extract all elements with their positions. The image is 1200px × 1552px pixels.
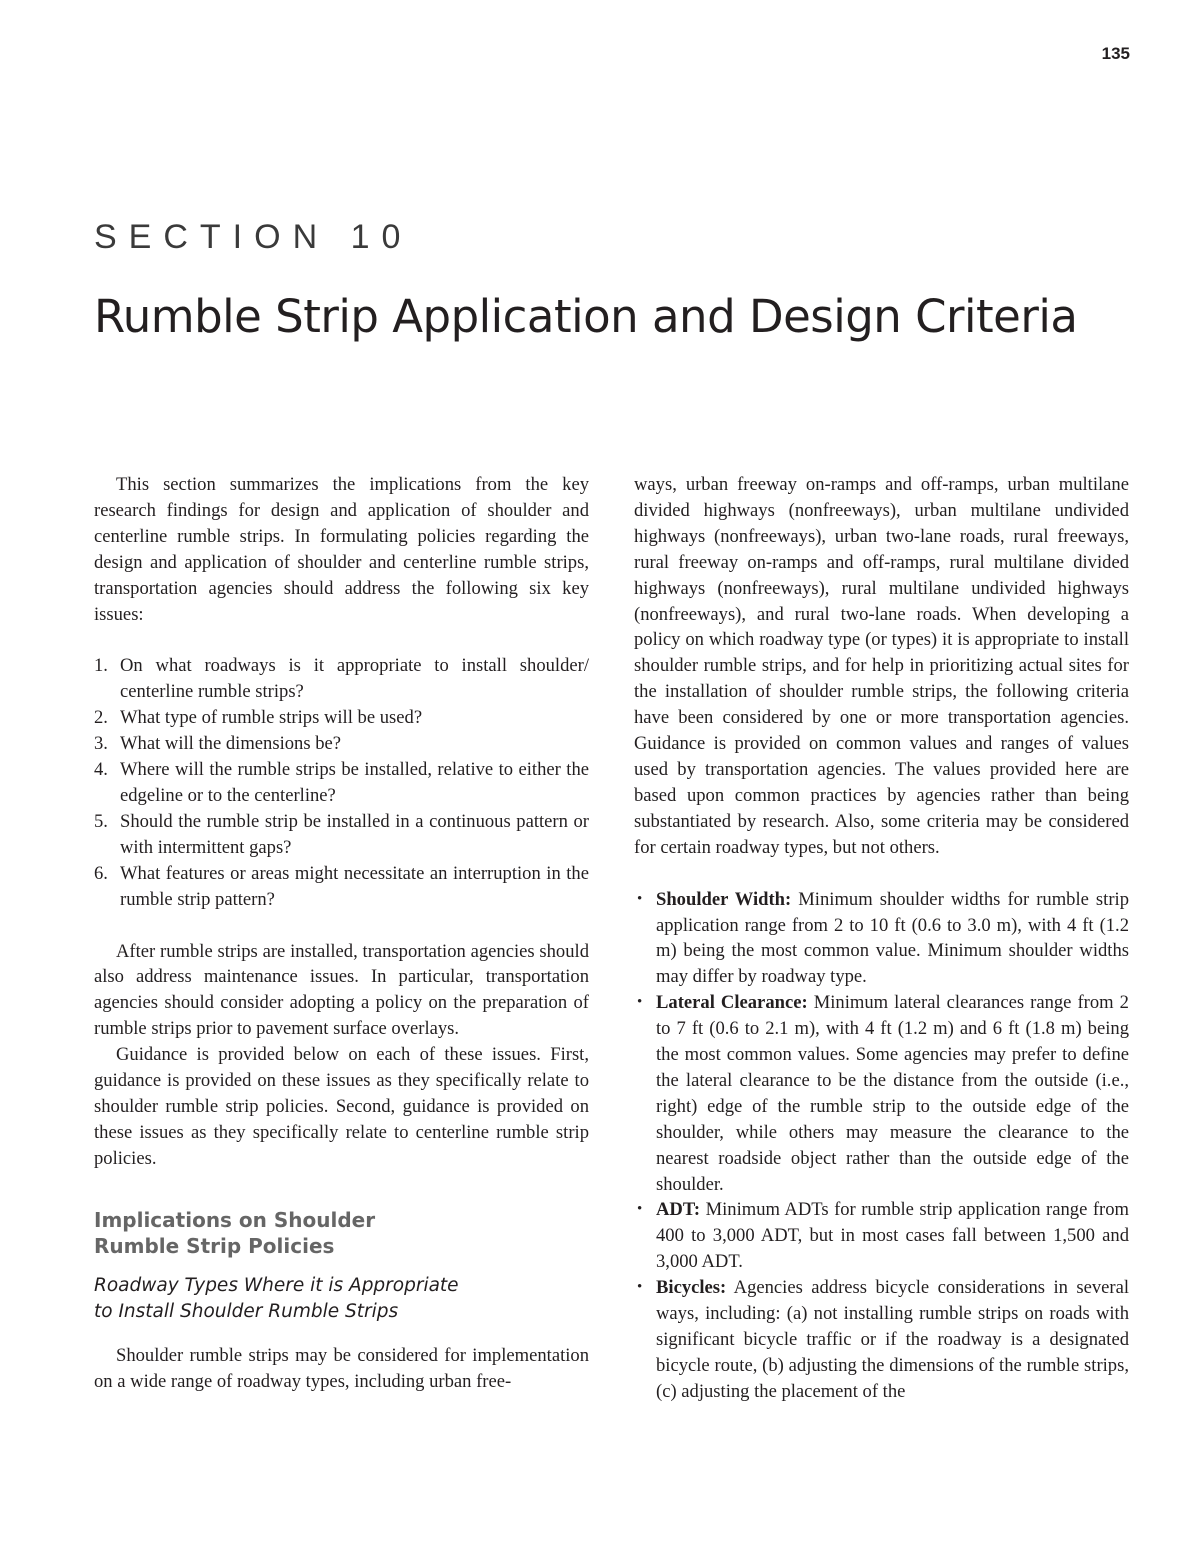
roadway-types-paragraph: Shoulder rumble strips may be considered for implementation on a wide range of roadway types, including urban free- bbox=[94, 1344, 589, 1392]
list-item bbox=[634, 1197, 1129, 1275]
list-item bbox=[94, 653, 589, 705]
list-item bbox=[634, 990, 1129, 1197]
right-column bbox=[634, 472, 1129, 1405]
criteria-text: Minimum shoulder widths for rumble strip application range from 2 to 10 ft (0.6 to 3.0 m), with 4 ft (1.2 m) being the most common value. Minimum shoulder widths may differ by roadway type. bbox=[656, 888, 1129, 988]
subsection-heading-line1: Implications on Shoulder bbox=[94, 1207, 376, 1232]
criteria-text: Minimum lateral clearances range from 2 to 7 ft (0.6 to 2.1 m), with 4 ft (1.2 m) and 6 ft (1.8 m) being the most common values. Some agencies may prefer to define the lateral clearance to be the distance from the outside (i.e., right) edge of the rumble strip to the outside edge of the shoulder, while others may measure the clearance to the nearest roadside object rather than the outside edge of the shoulder. bbox=[656, 992, 1129, 1195]
subsection-heading-line2: Rumble Strip Policies bbox=[94, 1233, 335, 1258]
list-item bbox=[634, 1275, 1129, 1405]
list-number: 1. bbox=[94, 655, 108, 677]
subsection-heading bbox=[94, 1207, 589, 1259]
list-item bbox=[94, 861, 589, 913]
list-number: 3. bbox=[94, 733, 108, 755]
guidance-paragraph: Guidance is provided below on each of these issues. First, guidance is provided on these issues as they specifically relate to shoulder rumble strip policies. Second, guidance is provided on these issues as they specifically relate to centerline rumble strip policies. bbox=[94, 1044, 589, 1169]
list-item bbox=[94, 705, 589, 731]
bullet-icon: • bbox=[637, 1279, 643, 1296]
intro-paragraph: This section summarizes the implications from the key research findings for design and application of shoulder and centerline rumble strips. In formulating policies regarding the design and application of shoulder and centerline rumble strips, transportation agencies should address the following six key issues: bbox=[94, 474, 589, 625]
list-text: Where will the rumble strips be installed, relative to either the edgeline or to the centerline? bbox=[120, 759, 589, 806]
list-item bbox=[94, 757, 589, 809]
maintenance-paragraph: After rumble strips are installed, transportation agencies should also address maintenance issues. In particular, transportation agencies should consider adopting a policy on the preparation of rumble strips prior to pavement surface overlays. bbox=[94, 940, 589, 1040]
sub-subsection-heading-line2: to Install Shoulder Rumble Strips bbox=[94, 1300, 399, 1322]
section-title: Rumble Strip Application and Design Criteria bbox=[94, 290, 1078, 343]
page-number: 135 bbox=[1101, 44, 1130, 63]
criteria-term: Lateral Clearance: bbox=[656, 992, 808, 1014]
criteria-text: Minimum ADTs for rumble strip application range from 400 to 3,000 ADT, but in most cases fall between 1,500 and 3,000 ADT. bbox=[656, 1199, 1129, 1273]
list-item bbox=[634, 887, 1129, 991]
left-column bbox=[94, 472, 589, 1394]
list-text: Should the rumble strip be installed in a continuous pattern or with intermittent gaps? bbox=[120, 810, 589, 858]
bullet-icon: • bbox=[637, 890, 643, 907]
list-item bbox=[94, 731, 589, 757]
continued-paragraph: ways, urban freeway on-ramps and off-ramps, urban multilane divided highways (nonfreeways), urban multilane undivided highways (nonfreeways), urban two-lane roads, rural freeways, rural freeway on-ramps and off-ramps, rural multilane divided highways (nonfreeways), rural multilane undivided highways (nonfreeways), and rural two-lane roads. When developing a policy on which roadway type (or types) it is appropriate to install shoulder rumble strips, and for help in prioritizing actual sites for the installation of shoulder rumble strips, the following criteria have been considered by one or more transportation agencies. Guidance is provided on common values and ranges of values used by transportation agencies. The values provided here are based upon common practices by agencies rather than being substantiated by research. Also, some criteria may be considered for certain roadway types, but not others. bbox=[634, 474, 1129, 858]
criteria-term: ADT: bbox=[656, 1199, 701, 1221]
section-label: SECTION 10 bbox=[94, 218, 413, 256]
list-text: What features or areas might necessitate an interruption in the rumble strip pattern? bbox=[120, 862, 589, 910]
list-number: 2. bbox=[94, 707, 108, 729]
criteria-list bbox=[634, 887, 1129, 1405]
criteria-term: Bicycles: bbox=[656, 1277, 727, 1299]
list-text: On what roadways is it appropriate to install shoulder/ centerline rumble strips? bbox=[120, 655, 589, 703]
key-issues-list bbox=[94, 653, 589, 912]
bullet-icon: • bbox=[637, 994, 643, 1011]
list-number: 6. bbox=[94, 862, 108, 884]
criteria-text: Agencies address bicycle considerations in several ways, including: (a) not installing rumble strips on roads with significant bicycle traffic or if the roadway is a designated bicycle route, (b) adjusting the dimensions of the rumble strips, (c) adjusting the placement of the bbox=[656, 1277, 1129, 1402]
list-text: What will the dimensions be? bbox=[120, 733, 342, 755]
list-text: What type of rumble strips will be used? bbox=[120, 707, 423, 729]
list-item bbox=[94, 809, 589, 861]
criteria-term: Shoulder Width: bbox=[656, 888, 792, 910]
sub-subsection-heading bbox=[94, 1273, 589, 1325]
list-number: 5. bbox=[94, 810, 108, 832]
list-number: 4. bbox=[94, 759, 108, 781]
sub-subsection-heading-line1: Roadway Types Where it is Appropriate bbox=[94, 1274, 459, 1296]
bullet-icon: • bbox=[637, 1201, 643, 1218]
